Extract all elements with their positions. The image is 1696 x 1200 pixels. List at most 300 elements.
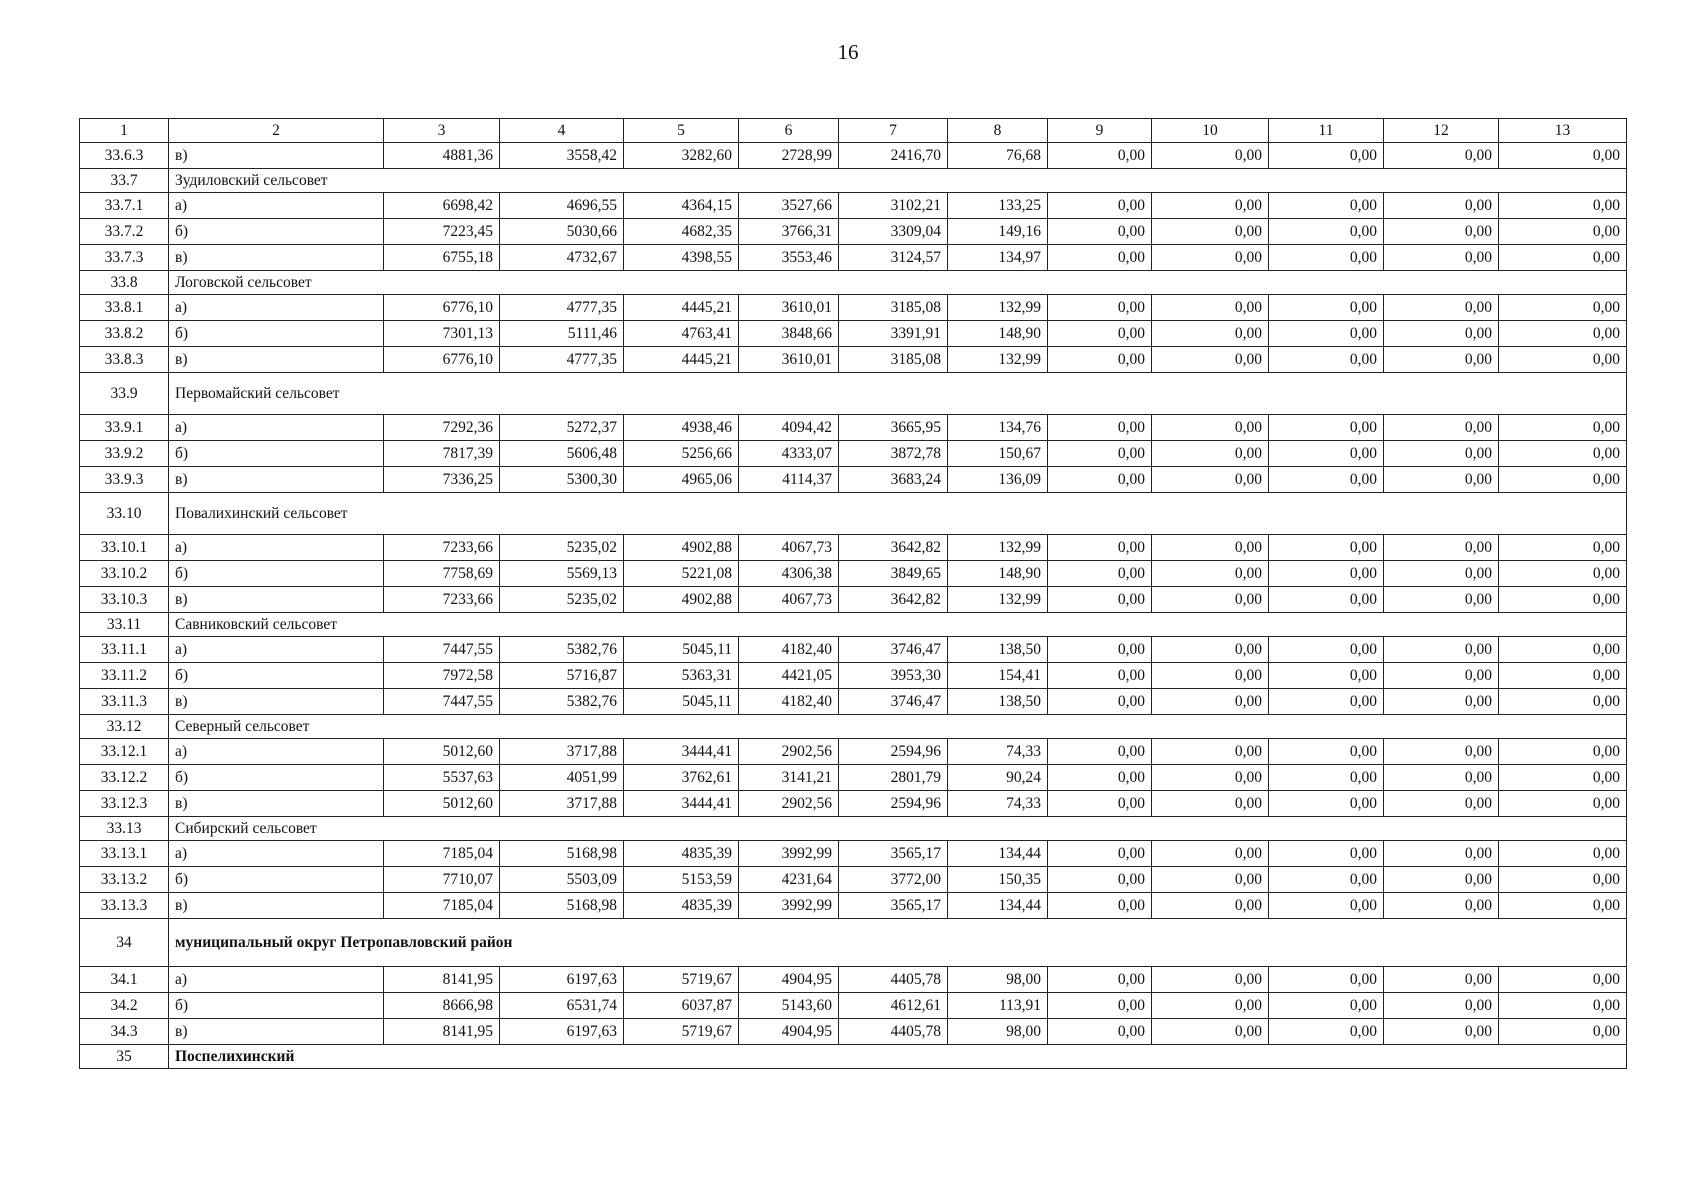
value-cell: 4405,78 — [839, 1019, 948, 1045]
row-label: а) — [169, 193, 384, 219]
value-cell: 4067,73 — [739, 587, 839, 613]
column-header: 1 — [80, 119, 169, 143]
value-cell: 0,00 — [1152, 143, 1269, 169]
value-cell: 4094,42 — [739, 415, 839, 441]
row-label: а) — [169, 295, 384, 321]
row-label: а) — [169, 739, 384, 765]
value-cell: 0,00 — [1269, 245, 1384, 271]
value-cell: 5012,60 — [384, 791, 500, 817]
section-name: муниципальный округ Петропавловский район — [169, 919, 1627, 967]
value-cell: 133,25 — [948, 193, 1048, 219]
value-cell: 3558,42 — [500, 143, 624, 169]
column-header: 6 — [739, 119, 839, 143]
value-cell: 4231,64 — [739, 867, 839, 893]
table-row — [80, 561, 1627, 587]
table-row — [80, 347, 1627, 373]
row-code: 33.11.1 — [80, 637, 169, 663]
table-row — [80, 841, 1627, 867]
row-code: 33.13.1 — [80, 841, 169, 867]
value-cell: 7223,45 — [384, 219, 500, 245]
value-cell: 0,00 — [1152, 893, 1269, 919]
value-cell: 149,16 — [948, 219, 1048, 245]
table-row — [80, 893, 1627, 919]
value-cell: 0,00 — [1152, 587, 1269, 613]
table-row — [80, 415, 1627, 441]
value-cell: 0,00 — [1499, 739, 1627, 765]
value-cell: 4904,95 — [739, 967, 839, 993]
value-cell: 0,00 — [1384, 587, 1499, 613]
value-cell: 0,00 — [1269, 467, 1384, 493]
row-label: в) — [169, 791, 384, 817]
value-cell: 4835,39 — [624, 841, 739, 867]
value-cell: 132,99 — [948, 535, 1048, 561]
value-cell: 3102,21 — [839, 193, 948, 219]
value-cell: 0,00 — [1048, 535, 1152, 561]
row-code: 33.7.2 — [80, 219, 169, 245]
table-row — [80, 867, 1627, 893]
value-cell: 2801,79 — [839, 765, 948, 791]
column-header: 2 — [169, 119, 384, 143]
value-cell: 5719,67 — [624, 1019, 739, 1045]
row-label: в) — [169, 143, 384, 169]
value-cell: 5382,76 — [500, 689, 624, 715]
value-cell: 0,00 — [1048, 587, 1152, 613]
value-cell: 5606,48 — [500, 441, 624, 467]
row-code: 33.10.2 — [80, 561, 169, 587]
row-code: 33.9.1 — [80, 415, 169, 441]
value-cell: 0,00 — [1384, 193, 1499, 219]
value-cell: 5012,60 — [384, 739, 500, 765]
value-cell: 0,00 — [1269, 739, 1384, 765]
table-row — [80, 143, 1627, 169]
value-cell: 0,00 — [1152, 295, 1269, 321]
section-name: Северный сельсовет — [169, 715, 1627, 739]
value-cell: 0,00 — [1269, 993, 1384, 1019]
value-cell: 4777,35 — [500, 295, 624, 321]
value-cell: 7336,25 — [384, 467, 500, 493]
section-row — [80, 493, 1627, 535]
value-cell: 2594,96 — [839, 739, 948, 765]
row-label: в) — [169, 689, 384, 715]
value-cell: 5168,98 — [500, 841, 624, 867]
value-cell: 0,00 — [1384, 295, 1499, 321]
value-cell: 3444,41 — [624, 791, 739, 817]
section-name: Савниковский сельсовет — [169, 613, 1627, 637]
row-code: 33.12.1 — [80, 739, 169, 765]
value-cell: 0,00 — [1048, 841, 1152, 867]
table-row — [80, 245, 1627, 271]
value-cell: 5300,30 — [500, 467, 624, 493]
value-cell: 0,00 — [1384, 245, 1499, 271]
value-cell: 0,00 — [1499, 245, 1627, 271]
value-cell: 0,00 — [1048, 893, 1152, 919]
section-code: 33.7 — [80, 169, 169, 193]
column-header: 4 — [500, 119, 624, 143]
value-cell: 0,00 — [1152, 193, 1269, 219]
value-cell: 3717,88 — [500, 791, 624, 817]
value-cell: 0,00 — [1269, 535, 1384, 561]
value-cell: 0,00 — [1269, 689, 1384, 715]
table-row — [80, 663, 1627, 689]
row-code: 33.7.3 — [80, 245, 169, 271]
value-cell: 7185,04 — [384, 841, 500, 867]
row-label: б) — [169, 561, 384, 587]
value-cell: 0,00 — [1499, 561, 1627, 587]
value-cell: 0,00 — [1384, 219, 1499, 245]
value-cell: 0,00 — [1152, 561, 1269, 587]
row-label: в) — [169, 245, 384, 271]
value-cell: 0,00 — [1048, 219, 1152, 245]
value-cell: 132,99 — [948, 347, 1048, 373]
value-cell: 3746,47 — [839, 637, 948, 663]
value-cell: 0,00 — [1048, 765, 1152, 791]
value-cell: 0,00 — [1152, 637, 1269, 663]
value-cell: 5111,46 — [500, 321, 624, 347]
value-cell: 74,33 — [948, 739, 1048, 765]
value-cell: 7185,04 — [384, 893, 500, 919]
row-code: 33.8.2 — [80, 321, 169, 347]
value-cell: 0,00 — [1384, 689, 1499, 715]
value-cell: 3717,88 — [500, 739, 624, 765]
value-cell: 0,00 — [1499, 663, 1627, 689]
value-cell: 0,00 — [1269, 841, 1384, 867]
value-cell: 3683,24 — [839, 467, 948, 493]
row-label: в) — [169, 467, 384, 493]
value-cell: 0,00 — [1269, 867, 1384, 893]
value-cell: 3282,60 — [624, 143, 739, 169]
value-cell: 98,00 — [948, 967, 1048, 993]
value-cell: 0,00 — [1499, 1019, 1627, 1045]
value-cell: 0,00 — [1269, 347, 1384, 373]
value-cell: 154,41 — [948, 663, 1048, 689]
section-row — [80, 169, 1627, 193]
value-cell: 0,00 — [1152, 689, 1269, 715]
section-code: 33.8 — [80, 271, 169, 295]
value-cell: 0,00 — [1499, 765, 1627, 791]
value-cell: 7817,39 — [384, 441, 500, 467]
section-name: Повалихинский сельсовет — [169, 493, 1627, 535]
value-cell: 3141,21 — [739, 765, 839, 791]
row-code: 33.12.3 — [80, 791, 169, 817]
value-cell: 148,90 — [948, 561, 1048, 587]
table-body — [80, 119, 1627, 1069]
row-label: б) — [169, 321, 384, 347]
value-cell: 4364,15 — [624, 193, 739, 219]
row-code: 33.10.3 — [80, 587, 169, 613]
value-cell: 8141,95 — [384, 967, 500, 993]
value-cell: 0,00 — [1048, 739, 1152, 765]
table-row — [80, 535, 1627, 561]
value-cell: 0,00 — [1048, 663, 1152, 689]
row-code: 33.13.2 — [80, 867, 169, 893]
value-cell: 6776,10 — [384, 347, 500, 373]
column-header: 9 — [1048, 119, 1152, 143]
value-cell: 0,00 — [1152, 245, 1269, 271]
value-cell: 0,00 — [1269, 893, 1384, 919]
value-cell: 0,00 — [1269, 967, 1384, 993]
row-label: б) — [169, 441, 384, 467]
value-cell: 7447,55 — [384, 637, 500, 663]
value-cell: 3762,61 — [624, 765, 739, 791]
value-cell: 0,00 — [1152, 321, 1269, 347]
value-cell: 3766,31 — [739, 219, 839, 245]
page-number: 16 — [837, 40, 859, 64]
column-header: 7 — [839, 119, 948, 143]
value-cell: 0,00 — [1384, 1019, 1499, 1045]
value-cell: 4333,07 — [739, 441, 839, 467]
value-cell: 5716,87 — [500, 663, 624, 689]
value-cell: 3185,08 — [839, 347, 948, 373]
value-cell: 0,00 — [1048, 467, 1152, 493]
value-cell: 4835,39 — [624, 893, 739, 919]
table-row — [80, 637, 1627, 663]
value-cell: 0,00 — [1152, 415, 1269, 441]
section-row — [80, 613, 1627, 637]
value-cell: 2902,56 — [739, 739, 839, 765]
value-cell: 4763,41 — [624, 321, 739, 347]
row-label: б) — [169, 663, 384, 689]
value-cell: 4938,46 — [624, 415, 739, 441]
section-name: Первомайский сельсовет — [169, 373, 1627, 415]
section-row — [80, 919, 1627, 967]
value-cell: 3444,41 — [624, 739, 739, 765]
row-code: 33.7.1 — [80, 193, 169, 219]
section-code: 35 — [80, 1045, 169, 1069]
value-cell: 4902,88 — [624, 587, 739, 613]
value-cell: 0,00 — [1384, 561, 1499, 587]
value-cell: 0,00 — [1499, 415, 1627, 441]
value-cell: 4612,61 — [839, 993, 948, 1019]
value-cell: 0,00 — [1384, 535, 1499, 561]
column-header: 8 — [948, 119, 1048, 143]
column-header: 3 — [384, 119, 500, 143]
value-cell: 0,00 — [1384, 993, 1499, 1019]
value-cell: 0,00 — [1499, 791, 1627, 817]
value-cell: 3642,82 — [839, 587, 948, 613]
value-cell: 0,00 — [1152, 867, 1269, 893]
value-cell: 6698,42 — [384, 193, 500, 219]
value-cell: 0,00 — [1384, 663, 1499, 689]
value-cell: 0,00 — [1152, 967, 1269, 993]
row-code: 33.12.2 — [80, 765, 169, 791]
value-cell: 4682,35 — [624, 219, 739, 245]
value-cell: 136,09 — [948, 467, 1048, 493]
value-cell: 0,00 — [1499, 347, 1627, 373]
row-label: б) — [169, 993, 384, 1019]
value-cell: 3772,00 — [839, 867, 948, 893]
value-cell: 3992,99 — [739, 893, 839, 919]
value-cell: 0,00 — [1499, 637, 1627, 663]
value-cell: 0,00 — [1152, 791, 1269, 817]
value-cell: 134,97 — [948, 245, 1048, 271]
value-cell: 4182,40 — [739, 637, 839, 663]
value-cell: 0,00 — [1384, 867, 1499, 893]
value-cell: 3124,57 — [839, 245, 948, 271]
section-code: 33.12 — [80, 715, 169, 739]
section-name: Сибирский сельсовет — [169, 817, 1627, 841]
value-cell: 0,00 — [1499, 967, 1627, 993]
value-cell: 0,00 — [1269, 143, 1384, 169]
section-name: Поспелихинский — [169, 1045, 1627, 1069]
value-cell: 0,00 — [1048, 689, 1152, 715]
row-code: 33.11.3 — [80, 689, 169, 715]
value-cell: 7972,58 — [384, 663, 500, 689]
value-cell: 0,00 — [1048, 347, 1152, 373]
value-cell: 0,00 — [1499, 467, 1627, 493]
value-cell: 0,00 — [1384, 637, 1499, 663]
column-header: 10 — [1152, 119, 1269, 143]
value-cell: 0,00 — [1384, 347, 1499, 373]
value-cell: 0,00 — [1048, 637, 1152, 663]
value-cell: 0,00 — [1384, 739, 1499, 765]
value-cell: 113,91 — [948, 993, 1048, 1019]
value-cell: 0,00 — [1048, 415, 1152, 441]
column-header: 13 — [1499, 119, 1627, 143]
row-label: б) — [169, 765, 384, 791]
value-cell: 0,00 — [1152, 441, 1269, 467]
value-cell: 3746,47 — [839, 689, 948, 715]
value-cell: 2902,56 — [739, 791, 839, 817]
value-cell: 0,00 — [1269, 193, 1384, 219]
value-cell: 134,76 — [948, 415, 1048, 441]
row-code: 33.8.3 — [80, 347, 169, 373]
value-cell: 2416,70 — [839, 143, 948, 169]
value-cell: 4306,38 — [739, 561, 839, 587]
value-cell: 0,00 — [1269, 219, 1384, 245]
table-row — [80, 739, 1627, 765]
value-cell: 6776,10 — [384, 295, 500, 321]
value-cell: 4182,40 — [739, 689, 839, 715]
value-cell: 5235,02 — [500, 587, 624, 613]
value-cell: 0,00 — [1269, 415, 1384, 441]
value-cell: 8141,95 — [384, 1019, 500, 1045]
value-cell: 0,00 — [1384, 143, 1499, 169]
value-cell: 7233,66 — [384, 587, 500, 613]
row-label: в) — [169, 347, 384, 373]
value-cell: 3527,66 — [739, 193, 839, 219]
row-code: 33.11.2 — [80, 663, 169, 689]
value-cell: 0,00 — [1152, 841, 1269, 867]
value-cell: 0,00 — [1499, 535, 1627, 561]
value-cell: 0,00 — [1499, 587, 1627, 613]
row-label: а) — [169, 415, 384, 441]
table-row — [80, 967, 1627, 993]
row-label: а) — [169, 967, 384, 993]
value-cell: 0,00 — [1384, 415, 1499, 441]
table-row — [80, 993, 1627, 1019]
value-cell: 3185,08 — [839, 295, 948, 321]
value-cell: 4777,35 — [500, 347, 624, 373]
value-cell: 3610,01 — [739, 295, 839, 321]
row-label: а) — [169, 535, 384, 561]
value-cell: 0,00 — [1269, 587, 1384, 613]
value-cell: 0,00 — [1269, 1019, 1384, 1045]
value-cell: 0,00 — [1152, 535, 1269, 561]
table-row — [80, 193, 1627, 219]
value-cell: 4732,67 — [500, 245, 624, 271]
table-row — [80, 467, 1627, 493]
value-cell: 6755,18 — [384, 245, 500, 271]
value-cell: 0,00 — [1048, 321, 1152, 347]
value-cell: 0,00 — [1269, 663, 1384, 689]
value-cell: 138,50 — [948, 637, 1048, 663]
value-cell: 0,00 — [1384, 791, 1499, 817]
row-label: а) — [169, 637, 384, 663]
value-cell: 7758,69 — [384, 561, 500, 587]
value-cell: 8666,98 — [384, 993, 500, 1019]
value-cell: 3992,99 — [739, 841, 839, 867]
row-code: 33.10.1 — [80, 535, 169, 561]
section-row — [80, 271, 1627, 295]
value-cell: 0,00 — [1152, 663, 1269, 689]
value-cell: 98,00 — [948, 1019, 1048, 1045]
table-row — [80, 219, 1627, 245]
table-row — [80, 295, 1627, 321]
value-cell: 4445,21 — [624, 347, 739, 373]
value-cell: 0,00 — [1269, 441, 1384, 467]
section-name: Зудиловский сельсовет — [169, 169, 1627, 193]
value-cell: 0,00 — [1384, 467, 1499, 493]
value-cell: 5256,66 — [624, 441, 739, 467]
value-cell: 5235,02 — [500, 535, 624, 561]
value-cell: 5537,63 — [384, 765, 500, 791]
tariff-table — [79, 118, 1627, 1069]
value-cell: 4421,05 — [739, 663, 839, 689]
value-cell: 3953,30 — [839, 663, 948, 689]
value-cell: 4904,95 — [739, 1019, 839, 1045]
value-cell: 4445,21 — [624, 295, 739, 321]
row-code: 33.9.2 — [80, 441, 169, 467]
value-cell: 0,00 — [1269, 637, 1384, 663]
value-cell: 7292,36 — [384, 415, 500, 441]
value-cell: 0,00 — [1152, 739, 1269, 765]
row-label: а) — [169, 841, 384, 867]
value-cell: 0,00 — [1499, 295, 1627, 321]
value-cell: 132,99 — [948, 587, 1048, 613]
value-cell: 0,00 — [1384, 841, 1499, 867]
value-cell: 0,00 — [1499, 893, 1627, 919]
value-cell: 3391,91 — [839, 321, 948, 347]
value-cell: 5030,66 — [500, 219, 624, 245]
value-cell: 0,00 — [1269, 561, 1384, 587]
value-cell: 0,00 — [1384, 967, 1499, 993]
table-row — [80, 1019, 1627, 1045]
value-cell: 0,00 — [1048, 245, 1152, 271]
section-row — [80, 715, 1627, 739]
column-header: 5 — [624, 119, 739, 143]
value-cell: 7447,55 — [384, 689, 500, 715]
row-code: 34.3 — [80, 1019, 169, 1045]
value-cell: 6037,87 — [624, 993, 739, 1019]
value-cell: 4051,99 — [500, 765, 624, 791]
value-cell: 134,44 — [948, 893, 1048, 919]
table-row — [80, 441, 1627, 467]
value-cell: 3665,95 — [839, 415, 948, 441]
value-cell: 7710,07 — [384, 867, 500, 893]
value-cell: 0,00 — [1048, 867, 1152, 893]
value-cell: 5363,31 — [624, 663, 739, 689]
value-cell: 4067,73 — [739, 535, 839, 561]
row-code: 33.9.3 — [80, 467, 169, 493]
value-cell: 3565,17 — [839, 841, 948, 867]
value-cell: 0,00 — [1499, 193, 1627, 219]
value-cell: 5382,76 — [500, 637, 624, 663]
value-cell: 5045,11 — [624, 637, 739, 663]
value-cell: 0,00 — [1499, 143, 1627, 169]
value-cell: 0,00 — [1269, 321, 1384, 347]
value-cell: 7233,66 — [384, 535, 500, 561]
value-cell: 0,00 — [1152, 219, 1269, 245]
